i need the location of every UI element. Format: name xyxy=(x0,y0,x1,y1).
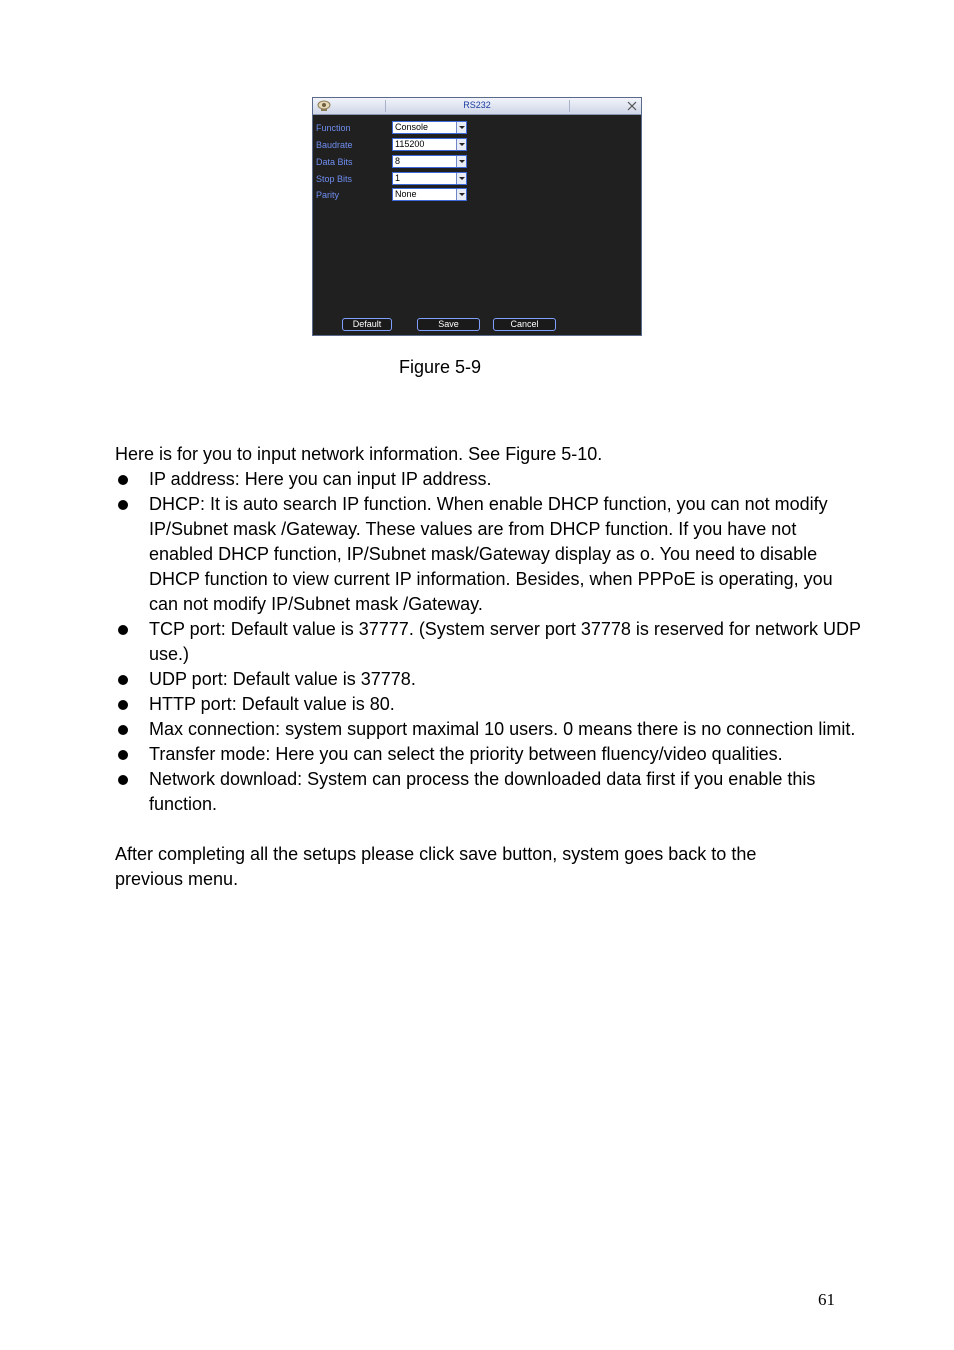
list-item xyxy=(115,767,865,817)
stop-bits-value: 1 xyxy=(395,173,401,183)
list-item xyxy=(115,742,865,767)
network-settings-list xyxy=(115,467,865,817)
close-icon[interactable] xyxy=(626,99,638,112)
cancel-button[interactable]: Cancel xyxy=(493,318,556,331)
baudrate-value: 115200 xyxy=(395,139,425,149)
list-item xyxy=(115,492,865,617)
parity-row xyxy=(313,188,513,202)
chevron-down-icon[interactable] xyxy=(456,173,466,184)
list-item xyxy=(115,617,865,667)
parity-select[interactable] xyxy=(392,188,467,201)
list-item-text: TCP port: Default value is 37777. (System server port 37778 is reserved for network UDP use.) xyxy=(149,619,861,664)
save-button[interactable]: Save xyxy=(417,318,480,331)
list-item xyxy=(115,692,865,717)
function-select[interactable] xyxy=(392,121,467,134)
baudrate-label: Baudrate xyxy=(316,140,353,150)
intro-paragraph: Here is for you to input network information. See Figure 5-10. xyxy=(115,444,603,464)
function-value: Console xyxy=(395,122,429,132)
closing-paragraph: After completing all the setups please click save button, system goes back to the previous menu. xyxy=(115,844,757,889)
dialog-title: RS232 xyxy=(463,100,491,110)
figure-caption: Figure 5-9 xyxy=(399,357,482,377)
stop-bits-row xyxy=(313,172,513,186)
list-item-text: Max connection: system support maximal 10 users. 0 means there is no connection limit. xyxy=(149,719,856,739)
bullet-icon xyxy=(118,475,128,485)
page-number: 61 xyxy=(818,1290,835,1309)
chevron-down-icon[interactable] xyxy=(456,139,466,150)
stop-bits-select[interactable] xyxy=(392,172,467,185)
list-item-text: UDP port: Default value is 37778. xyxy=(149,669,416,689)
list-item xyxy=(115,717,865,742)
bullet-icon xyxy=(118,625,128,635)
list-item-text: Network download: System can process the downloaded data first if you enable this function. xyxy=(149,769,816,814)
list-item xyxy=(115,467,865,492)
data-bits-row xyxy=(313,155,513,169)
list-item-text: DHCP: It is auto search IP function. When enable DHCP function, you can not modify IP/Subnet mask /Gateway. These values are from DHCP function. If you have not enabled DHCP function, IP/Subnet mask/Gateway display as o. You need to disable DHCP function to view current IP information. Besides, when PPPoE is operating, you can not modify IP/Subnet mask /Gateway. xyxy=(149,494,833,614)
data-bits-value: 8 xyxy=(395,156,401,166)
parity-label: Parity xyxy=(316,190,340,200)
bullet-icon xyxy=(118,675,128,685)
list-item-text: HTTP port: Default value is 80. xyxy=(149,694,395,714)
bullet-icon xyxy=(118,725,128,735)
bullet-icon xyxy=(118,750,128,760)
list-item-text: Transfer mode: Here you can select the priority between fluency/video qualities. xyxy=(149,744,783,764)
function-row xyxy=(313,121,513,135)
bullet-icon xyxy=(118,775,128,785)
dialog-titlebar xyxy=(313,98,641,115)
bullet-icon xyxy=(118,700,128,710)
data-bits-label: Data Bits xyxy=(316,157,353,167)
function-label: Function xyxy=(316,123,351,133)
baudrate-select[interactable] xyxy=(392,138,467,151)
chevron-down-icon[interactable] xyxy=(456,189,466,200)
list-item-text: IP address: Here you can input IP address. xyxy=(149,469,492,489)
default-button[interactable]: Default xyxy=(342,318,392,331)
stop-bits-label: Stop Bits xyxy=(316,174,353,184)
data-bits-select[interactable] xyxy=(392,155,467,168)
parity-value: None xyxy=(395,189,417,199)
baudrate-row xyxy=(313,138,513,152)
bullet-icon xyxy=(118,500,128,510)
list-item xyxy=(115,667,865,692)
chevron-down-icon[interactable] xyxy=(456,122,466,133)
rs232-dialog xyxy=(312,97,642,336)
chevron-down-icon[interactable] xyxy=(456,156,466,167)
